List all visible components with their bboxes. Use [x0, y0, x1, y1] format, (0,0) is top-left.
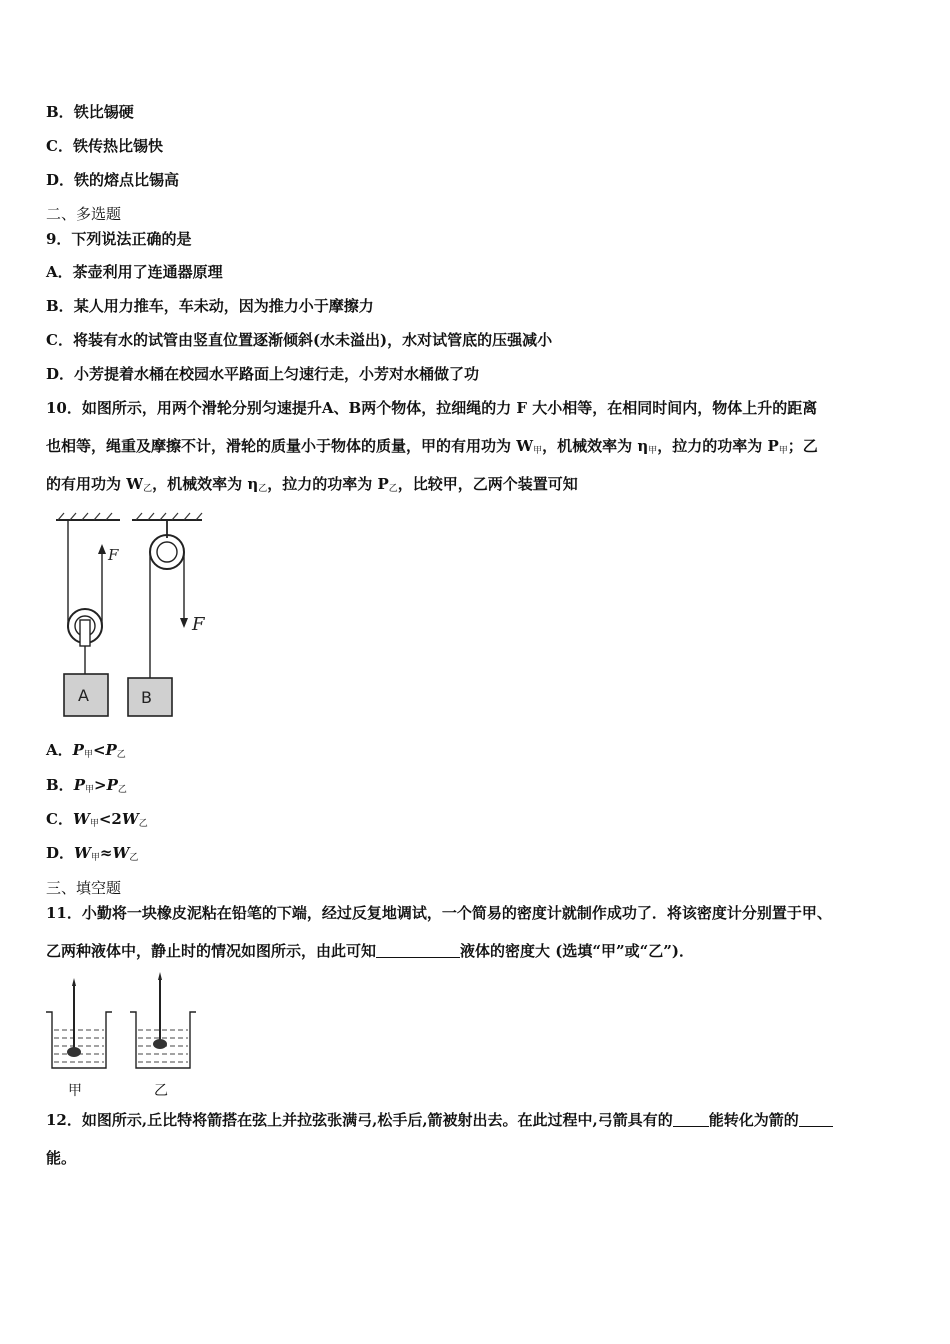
q10-option-c: C．$W_甲<2W_乙$	[46, 810, 148, 829]
q9-stem: 9．下列说法正确的是	[46, 230, 192, 248]
q10-stem-line1: 10．如图所示，用两个滑轮分别匀速提升A、B两个物体，拉细绳的力 F 大小相等，在相同时间内，物体上升的距离	[46, 399, 818, 417]
q10-option-d: D．$W_甲\approx W_乙$	[46, 844, 139, 863]
section-multiple-choice: 二、多选题	[46, 205, 122, 223]
caption-yi: 乙	[154, 1083, 168, 1099]
q12-stem-line1: 12．如图所示,丘比特将箭搭在弦上并拉弦张满弓,松手后,箭被射出去。在此过程中,弓箭具有的 能转化为箭的	[46, 1110, 833, 1130]
q8-option-d: D．铁的熔点比锡高	[46, 171, 180, 189]
block-a-label: A	[78, 686, 89, 705]
pulley-figure	[48, 508, 218, 723]
q11-stem-line2: 乙两种液体中，静止时的情况如图所示，由此可知 液体的密度大 (选填“甲”或“乙”)．	[46, 942, 694, 960]
q12-answer-blank-2[interactable]	[799, 1112, 833, 1127]
q10-stem-line2: 也相等，绳重及摩擦不计，滑轮的质量小于物体的质量，甲的有用功为 $W_甲$，机械效率为 $\eta_甲$，拉力的功率为 $P_甲$；乙	[46, 437, 818, 456]
q10-option-b: B．$P_甲>P_乙$	[46, 776, 127, 795]
section-fill-in: 三、填空题	[46, 879, 122, 897]
q9-option-b: B．某人用力推车，车未动，因为推力小于摩擦力	[46, 297, 374, 315]
q11-stem-line1: 11．小勤将一块橡皮泥粘在铅笔的下端，经过反复地调试，一个简易的密度计就制作成功了．将该密度计分别置于甲、	[46, 904, 832, 922]
q9-option-d: D．小芳提着水桶在校园水平路面上匀速行走，小芳对水桶做了功	[46, 365, 480, 383]
q12-answer-blank-1[interactable]	[673, 1112, 709, 1127]
beaker-figure	[40, 968, 200, 1076]
q10-option-a: A．$P_甲<P_乙$	[46, 741, 126, 760]
q8-option-c: C．铁传热比锡快	[46, 137, 163, 155]
q9-option-a: A．茶壶利用了连通器原理	[46, 263, 223, 281]
q12-stem-line2: 能。	[46, 1149, 77, 1167]
q8-option-b: B．铁比锡硬	[46, 103, 134, 121]
q9-option-c: C．将装有水的试管由竖直位置逐渐倾斜(水未溢出)，水对试管底的压强减小	[46, 331, 553, 349]
block-b-label: B	[141, 688, 152, 707]
q11-answer-blank[interactable]	[376, 943, 460, 958]
force-label-down: F	[192, 614, 205, 635]
q10-stem-line3: 的有用功为 $W_乙$，机械效率为 $\eta_乙$，拉力的功率为 $P_乙$，比较甲，乙两个装置可知	[46, 475, 578, 494]
caption-jia: 甲	[68, 1083, 82, 1099]
force-label-up: F	[108, 546, 119, 564]
